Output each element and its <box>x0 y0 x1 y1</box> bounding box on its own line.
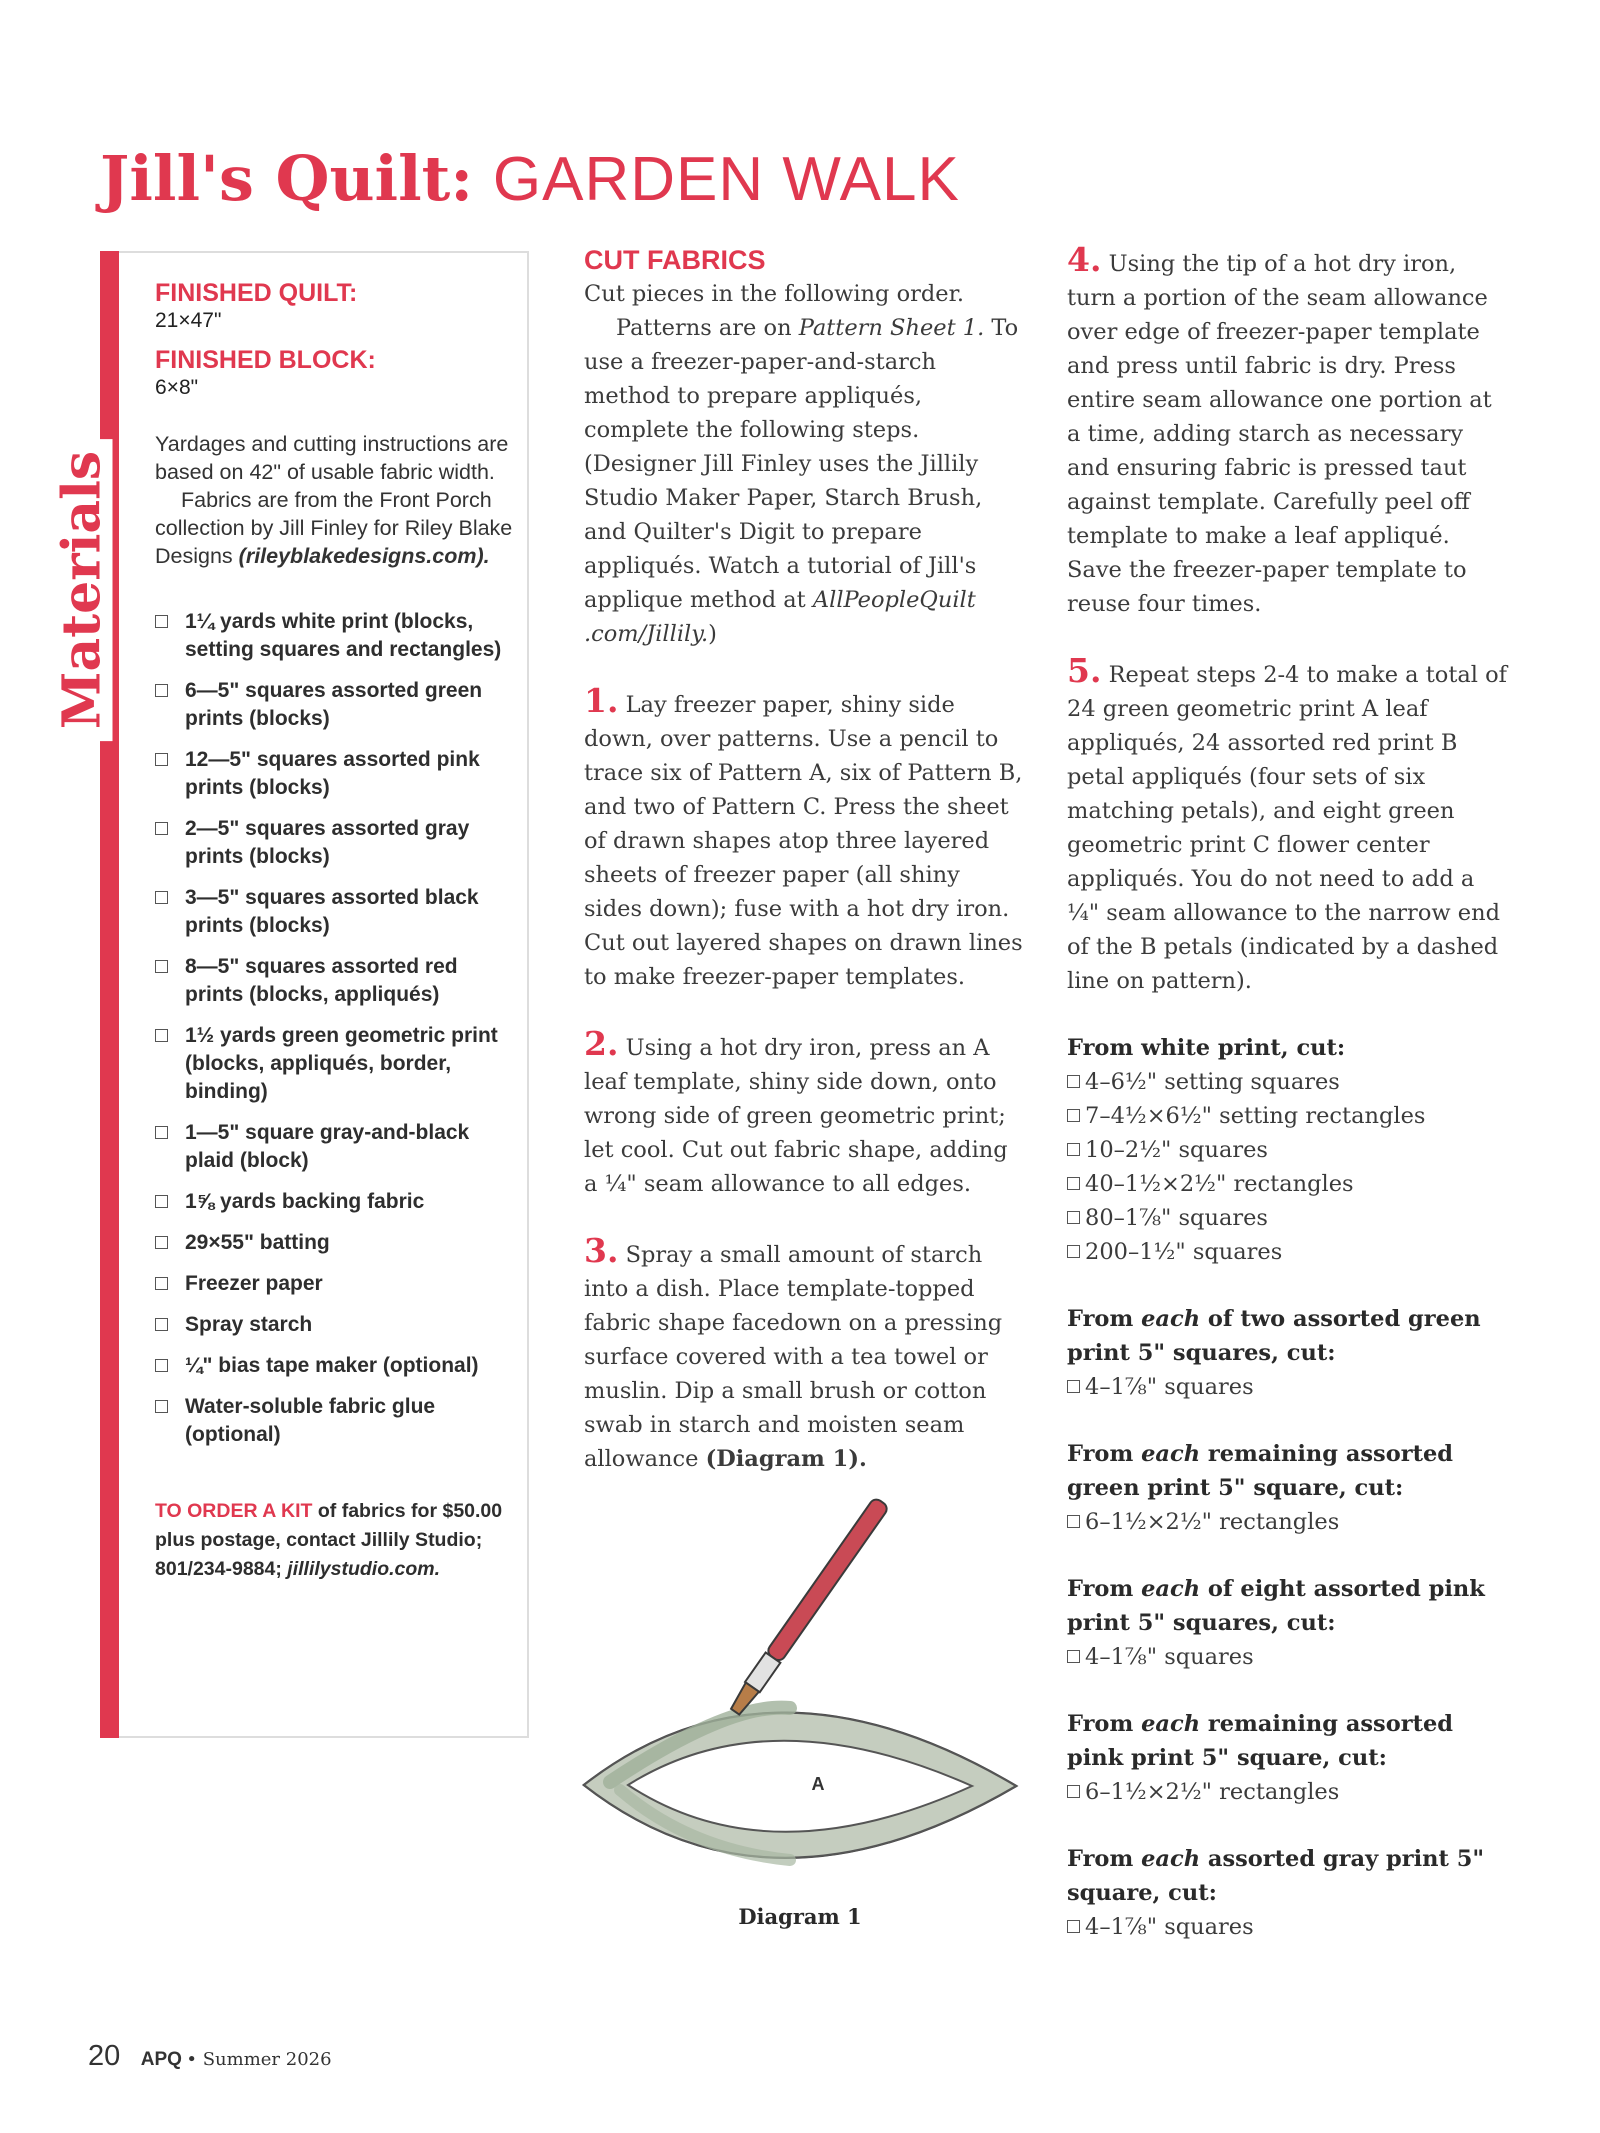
finished-quilt-label: FINISHED QUILT: <box>155 279 358 307</box>
checkbox-icon[interactable] <box>155 1318 168 1331</box>
cut-intro: Cut pieces in the following order. <box>584 281 965 307</box>
checkbox-icon[interactable] <box>1067 1245 1080 1258</box>
page-title <box>100 142 960 215</box>
step-4: 4. Using the tip of a hot dry iron, turn a portion of the seam allowance over edge of freezer-paper template and press until fabric is dry. Press entire seam allowance one portion at a time, adding starch as necessary and ensuring fabric is pressed taut against template. Carefully peel off template to make a leaf appliqué. Save the freezer-paper template to reuse four times. <box>1067 240 1492 617</box>
cut-list-item: 10–2½" squares <box>1067 1133 1507 1167</box>
cut-list-heading: From each of two assorted green print 5" squares, cut: <box>1067 1306 1481 1366</box>
yardage-note: Yardages and cutting instructions are based on 42" of usable fabric width. <box>155 432 509 484</box>
cut-list-item: 4–1⅞" squares <box>1067 1910 1507 1944</box>
materials-item: Freezer paper <box>155 1270 515 1298</box>
materials-item: 6—5" squares assorted green prints (blocks) <box>155 677 515 733</box>
checkbox-icon[interactable] <box>1067 1075 1080 1088</box>
cut-list-item: 4–6½" setting squares <box>1067 1065 1507 1099</box>
checkbox-icon[interactable] <box>155 615 168 628</box>
cut-list-item: 80–1⅞" squares <box>1067 1201 1507 1235</box>
checkbox-icon[interactable] <box>155 1195 168 1208</box>
diagram-reference: (Diagram 1). <box>705 1446 867 1472</box>
checkbox-icon[interactable] <box>1067 1380 1080 1393</box>
step-1: 1. Lay freezer paper, shiny side down, over patterns. Use a pencil to trace six of Pattern A, six of Pattern B, and two of Pattern C. Press the sheet of drawn shapes atop three layered sheets of freezer paper (all shiny sides down); fuse with a hot dry iron. Cut out layered shapes on drawn lines to make freezer-paper templates. <box>584 681 1023 990</box>
checkbox-icon[interactable] <box>1067 1515 1080 1528</box>
checkbox-icon[interactable] <box>155 822 168 835</box>
step-number: 3. <box>584 1231 619 1270</box>
materials-item: 1⅝ yards backing fabric <box>155 1188 515 1216</box>
cut-list-item: 4–1⅞" squares <box>1067 1640 1507 1674</box>
checkbox-icon[interactable] <box>155 753 168 766</box>
step-2: 2. Using a hot dry iron, press an A leaf template, shiny side down, onto wrong side of green geometric print; let cool. Cut out fabric shape, adding a ¼" seam allowance to all edges. <box>584 1024 1008 1197</box>
checkbox-icon[interactable] <box>1067 1109 1080 1122</box>
diagram-1 <box>580 1490 1020 1950</box>
materials-item: 12—5" squares assorted pink prints (blocks) <box>155 746 515 802</box>
cut-list-item: 6–1½×2½" rectangles <box>1067 1775 1507 1809</box>
checkbox-icon[interactable] <box>155 891 168 904</box>
fabric-note: Fabrics are from the Front Porch collection by Jill Finley for Riley Blake Designs (rileyblakedesigns.com). <box>155 488 513 568</box>
page-footer <box>88 2040 332 2073</box>
materials-notes <box>155 430 515 570</box>
checkbox-icon[interactable] <box>155 1277 168 1290</box>
step-number: 1. <box>584 681 619 720</box>
cut-list-item: 6–1½×2½" rectangles <box>1067 1505 1507 1539</box>
checkbox-icon[interactable] <box>1067 1211 1080 1224</box>
cut-list-item: 200–1½" squares <box>1067 1235 1507 1269</box>
diagram-caption: Diagram 1 <box>738 1904 862 1929</box>
instructions-column-2 <box>1067 240 1508 1944</box>
kit-order-note <box>155 1497 515 1584</box>
issue-date: • Summer 2026 <box>186 2049 332 2070</box>
materials-item: 29×55" batting <box>155 1229 515 1257</box>
materials-item: 1—5" square gray-and-black plaid (block) <box>155 1119 515 1175</box>
step-number: 4. <box>1067 240 1102 279</box>
kit-site-link[interactable]: jillilystudio.com. <box>287 1558 441 1580</box>
checkbox-icon[interactable] <box>1067 1650 1080 1663</box>
kit-lead: TO ORDER A KIT <box>155 1500 313 1522</box>
tutorial-link[interactable]: AllPeopleQuilt .com/Jillily. <box>584 587 976 647</box>
checkbox-icon[interactable] <box>155 1029 168 1042</box>
title-quilt-name: GARDEN WALK <box>492 145 960 214</box>
cutting-lists <box>1067 1031 1507 1944</box>
materials-item: 1½ yards green geometric print (blocks, appliqués, border, binding) <box>155 1022 515 1106</box>
finished-block-label: FINISHED BLOCK: <box>155 346 376 374</box>
kit-text: of fabrics for $50.00 plus postage, contact Jillily Studio; 801/234-9884; <box>155 1500 503 1580</box>
checkbox-icon[interactable] <box>1067 1785 1080 1798</box>
materials-item: 8—5" squares assorted red prints (blocks, appliqués) <box>155 953 515 1009</box>
checkbox-icon[interactable] <box>155 1126 168 1139</box>
checkbox-icon[interactable] <box>155 960 168 973</box>
materials-item: Water-soluble fabric glue (optional) <box>155 1393 515 1449</box>
fabric-site-link[interactable]: (rileyblakedesigns.com). <box>238 544 490 568</box>
checkbox-icon[interactable] <box>1067 1177 1080 1190</box>
materials-item: 1¼ yards white print (blocks, setting squares and rectangles) <box>155 608 515 664</box>
materials-content <box>155 278 515 1584</box>
patterns-note: Patterns are on Pattern Sheet 1. To use a freezer-paper-and-starch method to prepare appliqués, complete the following steps. (Designer Jill Finley uses the Jillily Studio Maker Paper, Starch Brush, and Quilter's Digit to prepare appliqués. Watch a tutorial of Jill's applique method at AllPeopleQuilt .com/Jillily.) <box>584 315 1019 647</box>
checkbox-icon[interactable] <box>155 684 168 697</box>
cut-list-item: 40–1½×2½" rectangles <box>1067 1167 1507 1201</box>
magazine-name: APQ <box>140 2049 182 2070</box>
materials-item: Spray starch <box>155 1311 515 1339</box>
materials-item: 2—5" squares assorted gray prints (blocks) <box>155 815 515 871</box>
checkbox-icon[interactable] <box>1067 1920 1080 1933</box>
checkbox-icon[interactable] <box>155 1236 168 1249</box>
checkbox-icon[interactable] <box>155 1400 168 1413</box>
cut-list-item: 4–1⅞" squares <box>1067 1370 1507 1404</box>
leaf-label: A <box>811 1774 825 1794</box>
brush-icon <box>728 1497 890 1717</box>
step-5: 5. Repeat steps 2-4 to make a total of 24 green geometric print A leaf appliqués, 24 assorted red print B petal appliqués (four sets of six matching petals), and eight green geometric print C flower center appliqués. You do not need to add a ¼" seam allowance to the narrow end of the B petals (indicated by a dashed line on pattern). <box>1067 651 1508 994</box>
checkbox-icon[interactable] <box>155 1359 168 1372</box>
step-number: 5. <box>1067 651 1102 690</box>
checkbox-icon[interactable] <box>1067 1143 1080 1156</box>
materials-label: Materials <box>82 590 83 591</box>
finished-block-value: 6×8" <box>155 376 199 399</box>
brush-handle <box>766 1497 890 1663</box>
page-number: 20 <box>88 2040 121 2072</box>
step-3: 3. Spray a small amount of starch into a dish. Place template-topped fabric shape facedown on a pressing surface covered with a tea towel or muslin. Dip a small brush or cotton swab in starch and moisten seam allowance (Diagram 1). <box>584 1231 1003 1472</box>
title-designer: Jill's Quilt: <box>100 142 474 215</box>
materials-item: ¼" bias tape maker (optional) <box>155 1352 515 1380</box>
finished-quilt-value: 21×47" <box>155 309 222 332</box>
materials-item: 3—5" squares assorted black prints (blocks) <box>155 884 515 940</box>
cut-list-heading: From each remaining assorted pink print 5" square, cut: <box>1067 1711 1454 1771</box>
cut-list-heading: From each remaining assorted green print 5" square, cut: <box>1067 1441 1454 1501</box>
cut-list-item: 7–4½×6½" setting rectangles <box>1067 1099 1507 1133</box>
instructions-column-1 <box>584 243 1024 1476</box>
cut-list-heading: From each assorted gray print 5" square, cut: <box>1067 1846 1485 1906</box>
cut-fabrics-heading: CUT FABRICS <box>584 245 766 275</box>
materials-list <box>155 608 515 1449</box>
cut-list-heading: From each of eight assorted pink print 5" squares, cut: <box>1067 1576 1485 1636</box>
step-number: 2. <box>584 1024 619 1063</box>
cut-list-heading: From white print, cut: <box>1067 1035 1346 1061</box>
